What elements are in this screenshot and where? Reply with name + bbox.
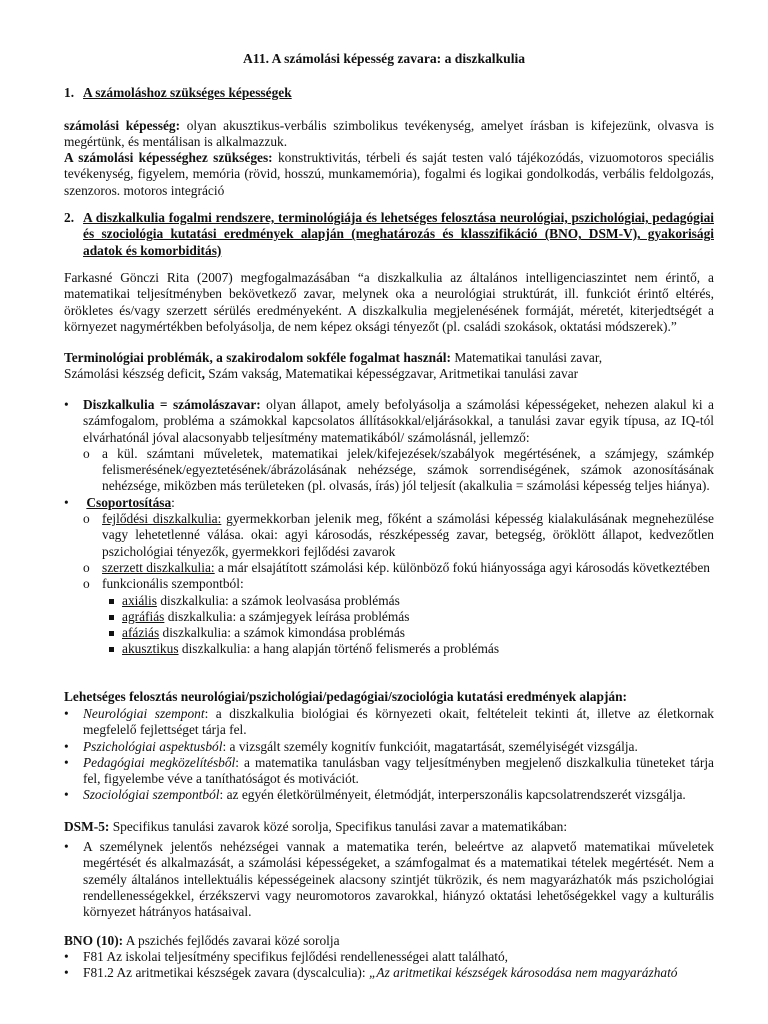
- list-subitem: o a kül. számtani műveletek, matematikai jelek/kifejezések/szabályok megértésének, a számjegy, számkép felismerésének/egyeztetésének/ábrázolásának nehézsége, számok sorrendiségének, számok azonosításának nehézsége, miközben más területeken (pl. olvasás, írás) jól teljesít (akalkulia = számolási képesség teljes hiánya).: [64, 446, 714, 495]
- list-subsubitem: akusztikus diszkalkulia: a hang alapján történő felismerés a problémás: [64, 641, 714, 657]
- section-1-requirements: A számolási képességhez szükséges: konstruktivitás, térbeli és saját testen való tájékozódás, vizuomotoros speciális tevékenység, figyelem, memória (rövid, hosszú, munkamemória), fogalmi és logikai gondolkodás, verbális feldolgozás, szenzoros. motoros integráció: [64, 150, 714, 198]
- felosztas-heading: Lehetséges felosztás neurológiai/pszichológiai/pedagógiai/szociológia kutatási eredmények alapján:: [64, 689, 628, 704]
- list-item: • Neurológiai szempont: a diszkalkulia biológiai és környezeti okait, feltételeit tekinti át, illetve az életkornak megfelelő fejlettséget tárja fel.: [64, 706, 714, 739]
- list-item: • A személynek jelentős nehézségei vannak a matematika terén, beleértve az alapvető matematikai műveletek megértését és alkalmazását, a számolási képességeket, a számfogalmat és a matematikai tételek megértését. Nem a személy általános intellektuális képességeinek alacsony szintjét tükrözik, és nem magyarázhatók más pszichológiai rendellenességekkel, érzékszervi vagy neuromotoros zavarokkal, hiányzó oktatási lehetőségekkel vagy a kulturális környezet hátrányos hatásaival.: [64, 839, 714, 920]
- diszkalkulia-list: [64, 397, 714, 658]
- section-2-heading: 2. A diszkalkulia fogalmi rendszere, terminológiája és lehetséges felosztása neurológiai, pszichológiai, pedagógiai és szociológia kutatási eredmények alapján (meghatározás és klasszifikáció (BNO, DSM-V), gyakorisági adatok és komorbiditás): [64, 210, 714, 258]
- list-subsubitem: afáziás diszkalkulia: a számok kimondása problémás: [64, 625, 714, 641]
- felosztas-list: [64, 706, 714, 804]
- bno-list: [64, 949, 714, 982]
- list-subitem: o szerzett diszkalkulia: a már elsajátított számolási kép. különböző fokú hiányossága agyi károsodás következtében: [64, 560, 714, 576]
- quote-paragraph: Farkasné Gönczi Rita (2007) megfogalmazásában “a diszkalkulia az általános intelligenciaszintet nem érintő, a matematikai teljesítményben bekövetkező zavar, melynek oka a neurológiai struktúrát, ill. funkciót érintő eltérés, örökletes és/vagy szerzett sérülés eredményeként. A diszkalkulia megjelenésének formáját, méretét, kiterjedtségét a környezet nagymértékben befolyásolja, de nem képez oksági tényezőt (pl. családi szokások, oktatási módszerek).”: [64, 270, 714, 334]
- bno-paragraph: BNO (10): A pszichés fejlődés zavarai közé sorolja: [64, 933, 340, 948]
- list-item: • F81.2 Az aritmetikai készségek zavara (dyscalculia): „Az aritmetikai készségek károsodása nem magyarázható: [64, 965, 714, 981]
- list-item: • Pszichológiai aspektusból: a vizsgált személy kognitív funkcióit, magatartását, személyiségét vizsgálja.: [64, 739, 714, 755]
- section-1-heading: 1. A számoláshoz szükséges képességek: [64, 85, 292, 100]
- list-subsubitem: axiális diszkalkulia: a számok leolvasása problémás: [64, 593, 714, 609]
- document-title: A11. A számolási képesség zavara: a diszkalkulia: [242, 51, 526, 66]
- section-1-definition: számolási képesség: olyan akusztikus-verbális szimbolikus tevékenység, amelyet írásban is kifejezünk, olvasva is megértünk, és mentálisan is alkalmazzuk.: [64, 118, 714, 150]
- dsm-paragraph: DSM-5: Specifikus tanulási zavarok közé sorolja, Specifikus tanulási zavar a matematikában:: [64, 819, 568, 834]
- list-item: • F81 Az iskolai teljesítmény specifikus fejlődési rendellenességei alatt található,: [64, 949, 714, 965]
- list-item: • Pedagógiai megközelítésből: a matematika tanulásban vagy teljesítményben megjelenő diszkalkulia tüneteket tárja fel, figyelembe véve a taníthatóságot és motivációt.: [64, 755, 714, 788]
- terminology-paragraph: Terminológiai problémák, a szakirodalom sokféle fogalmat használ: Matematikai tanulási zavar, Számolási készség deficit, Szám vakság, Matematikai képességzavar, Aritmetikai tanulási zavar: [64, 350, 603, 382]
- list-subitem: o fejlődési diszkalkulia: gyermekkorban jelenik meg, főként a számolási képesség kialakulásának megnehezülése vagy lehetetlenné válása. okai: agyi károsodás, részképesség zavar, betegség, öröklött állapot, kedvezőtlen pszichológiai tényezők, gyermekkori fejlődési zavarok: [64, 511, 714, 560]
- list-item: • Szociológiai szempontból: az egyén életkörülményeit, életmódját, interperszonális kapcsolatrendszerét vizsgálja.: [64, 787, 714, 803]
- list-subsubitem: agráfiás diszkalkulia: a számjegyek leírása problémás: [64, 609, 714, 625]
- list-item: • Csoportosítása:: [64, 495, 714, 511]
- list-item: • Diszkalkulia = számolászavar: olyan állapot, amely befolyásolja a számolási képességeket, nehezen alakul ki a számfogalom, probléma a számokkal kapcsolatos állításokkal/eljárásokkal, a tanulási zavar egyik típusa, az IQ-tól elvárhatónál jóval alacsonyabb teljesítmény matematikából/ számolásnál, jellemző:: [64, 397, 714, 446]
- dsm-list: [64, 839, 714, 920]
- list-subitem: o funkcionális szempontból:: [64, 576, 714, 592]
